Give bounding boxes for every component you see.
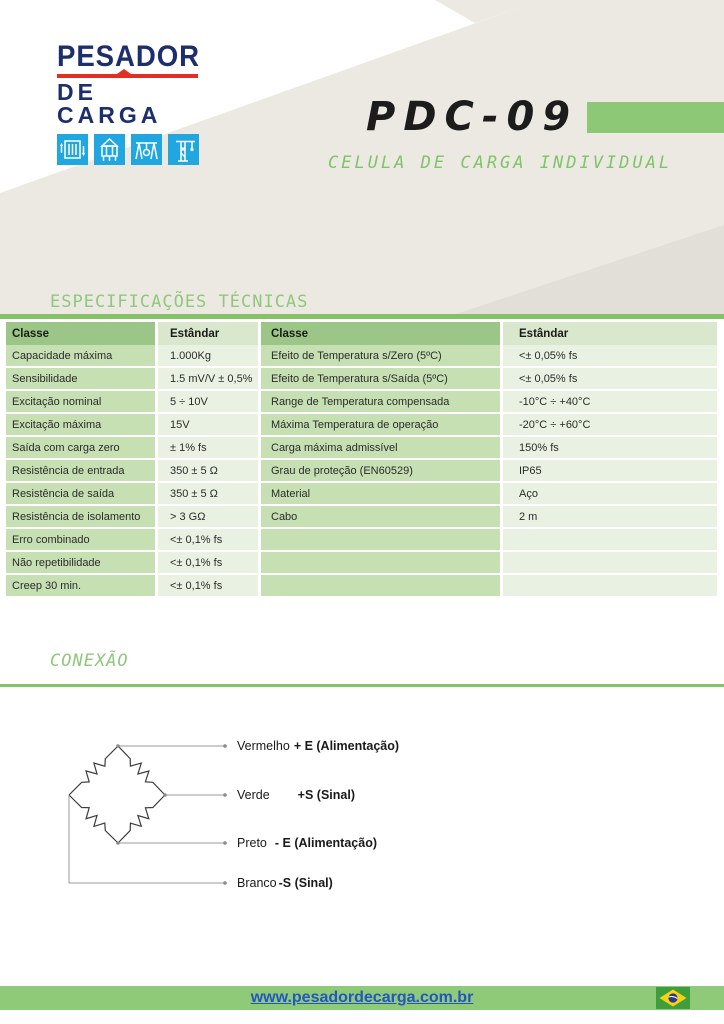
spec-label-cell: Sensibilidade	[6, 368, 155, 389]
product-model-title: PDC-09	[366, 94, 579, 140]
footer-bar	[0, 986, 724, 1010]
spec-value-cell: IP65	[503, 460, 717, 481]
bridge-resistor	[69, 795, 118, 843]
spec-value-cell: -10°C ÷ +40°C	[503, 391, 717, 412]
wire-label-green	[237, 788, 355, 802]
specs-col-header: Estândar	[503, 322, 717, 346]
spec-value-cell	[503, 529, 717, 550]
bridge-resistor	[118, 746, 165, 795]
spec-label-cell: Carga máxima admissível	[261, 437, 500, 458]
spec-value-cell: 5 ÷ 10V	[158, 391, 258, 412]
wire-label-black	[237, 836, 377, 850]
wire-terminal-dot	[223, 881, 227, 885]
logo-red-rule	[57, 74, 198, 78]
spec-value-cell: 15V	[158, 414, 258, 435]
bridge-resistor	[118, 795, 165, 843]
bridge-resistor	[69, 746, 118, 795]
specs-table	[6, 322, 718, 596]
spec-value-cell: 350 ± 5 Ω	[158, 460, 258, 481]
wire-label-white	[237, 876, 333, 890]
silo-icon	[94, 134, 125, 165]
spec-label-cell: Material	[261, 483, 500, 504]
spec-label-cell: Grau de proteção (EN60529)	[261, 460, 500, 481]
wire-terminal-dot	[116, 841, 120, 845]
website-link[interactable]: www.pesadordecarga.com.br	[250, 989, 474, 1006]
wire-color-name: Vermelho	[237, 739, 290, 753]
spec-value-cell: 350 ± 5 Ω	[158, 483, 258, 504]
spec-label-cell: Efeito de Temperatura s/Saída (5ºC)	[261, 368, 500, 389]
spec-label-cell	[261, 552, 500, 573]
spec-value-cell: ± 1% fs	[158, 437, 258, 458]
spec-label-cell: Excitação nominal	[6, 391, 155, 412]
title-green-bar	[587, 102, 724, 133]
spec-value-cell: 150% fs	[503, 437, 717, 458]
spec-value-cell: 1.5 mV/V ± 0,5%	[158, 368, 258, 389]
spec-value-cell	[503, 575, 717, 596]
spec-value-cell: <± 0,1% fs	[158, 529, 258, 550]
wire-signal: -S (Sinal)	[278, 876, 333, 890]
product-subtitle: CELULA DE CARGA INDIVIDUAL	[328, 153, 673, 173]
spec-label-cell: Creep 30 min.	[6, 575, 155, 596]
spec-value-cell: -20°C ÷ +60°C	[503, 414, 717, 435]
wire-color-name: Preto	[237, 836, 267, 850]
wire-terminal-dot	[116, 744, 120, 748]
wire-terminal-dot	[223, 841, 227, 845]
spec-label-cell: Saída com carga zero	[6, 437, 155, 458]
spec-label-cell	[261, 529, 500, 550]
logo-text-line2: DE CARGA	[57, 79, 162, 128]
brazil-flag-icon	[656, 987, 690, 1009]
spec-value-cell: <± 0,05% fs	[503, 368, 717, 389]
spec-label-cell	[261, 575, 500, 596]
spec-value-cell: <± 0,05% fs	[503, 345, 717, 366]
connection-section-rule	[0, 684, 724, 687]
company-logo	[57, 42, 207, 165]
wire-signal: +S (Sinal)	[297, 788, 355, 802]
wire-color-name: Verde	[237, 788, 270, 802]
connection-section-title: CONEXÃO	[50, 651, 129, 671]
spec-label-cell: Não repetibilidade	[6, 552, 155, 573]
spec-value-cell: Aço	[503, 483, 717, 504]
specs-col-header: Estândar	[158, 322, 258, 346]
wire-label-red	[237, 739, 399, 753]
spec-value-cell: 1.000Kg	[158, 345, 258, 366]
spec-label-cell: Range de Temperatura compensada	[261, 391, 500, 412]
specs-col-header: Classe	[6, 322, 155, 346]
spec-value-cell: <± 0,1% fs	[158, 575, 258, 596]
specs-section-rule	[0, 314, 724, 319]
wire-terminal-dot	[223, 793, 227, 797]
spec-label-cell: Excitação máxima	[6, 414, 155, 435]
spec-label-cell: Resistência de isolamento	[6, 506, 155, 527]
wire-terminal-dot	[163, 793, 167, 797]
spec-label-cell: Máxima Temperatura de operação	[261, 414, 500, 435]
wire-signal: + E (Alimentação)	[293, 739, 400, 753]
wheatstone-bridge-diagram	[50, 733, 350, 898]
logo-text-line1: PESADOR	[57, 40, 200, 73]
spec-value-cell: 2 m	[503, 506, 717, 527]
spec-value-cell	[503, 552, 717, 573]
specs-section-title: ESPECIFICAÇÕES TÉCNICAS	[50, 292, 309, 312]
wire-terminal-dot	[223, 744, 227, 748]
wire-color-name: Branco	[237, 876, 277, 890]
platform-scale-icon	[57, 134, 88, 165]
wire-signal: - E (Alimentação)	[274, 836, 377, 850]
spec-label-cell: Erro combinado	[6, 529, 155, 550]
spec-value-cell: > 3 GΩ	[158, 506, 258, 527]
spec-label-cell: Capacidade máxima	[6, 345, 155, 366]
spec-label-cell: Efeito de Temperatura s/Zero (5ºC)	[261, 345, 500, 366]
spec-label-cell: Cabo	[261, 506, 500, 527]
tower-crane-icon	[168, 134, 199, 165]
spec-value-cell: <± 0,1% fs	[158, 552, 258, 573]
specs-col-header: Classe	[261, 322, 500, 346]
spec-label-cell: Resistência de entrada	[6, 460, 155, 481]
spec-label-cell: Resistência de saída	[6, 483, 155, 504]
logo-red-peak	[117, 69, 131, 74]
gantry-crane-icon	[131, 134, 162, 165]
logo-icon-row	[57, 134, 207, 165]
